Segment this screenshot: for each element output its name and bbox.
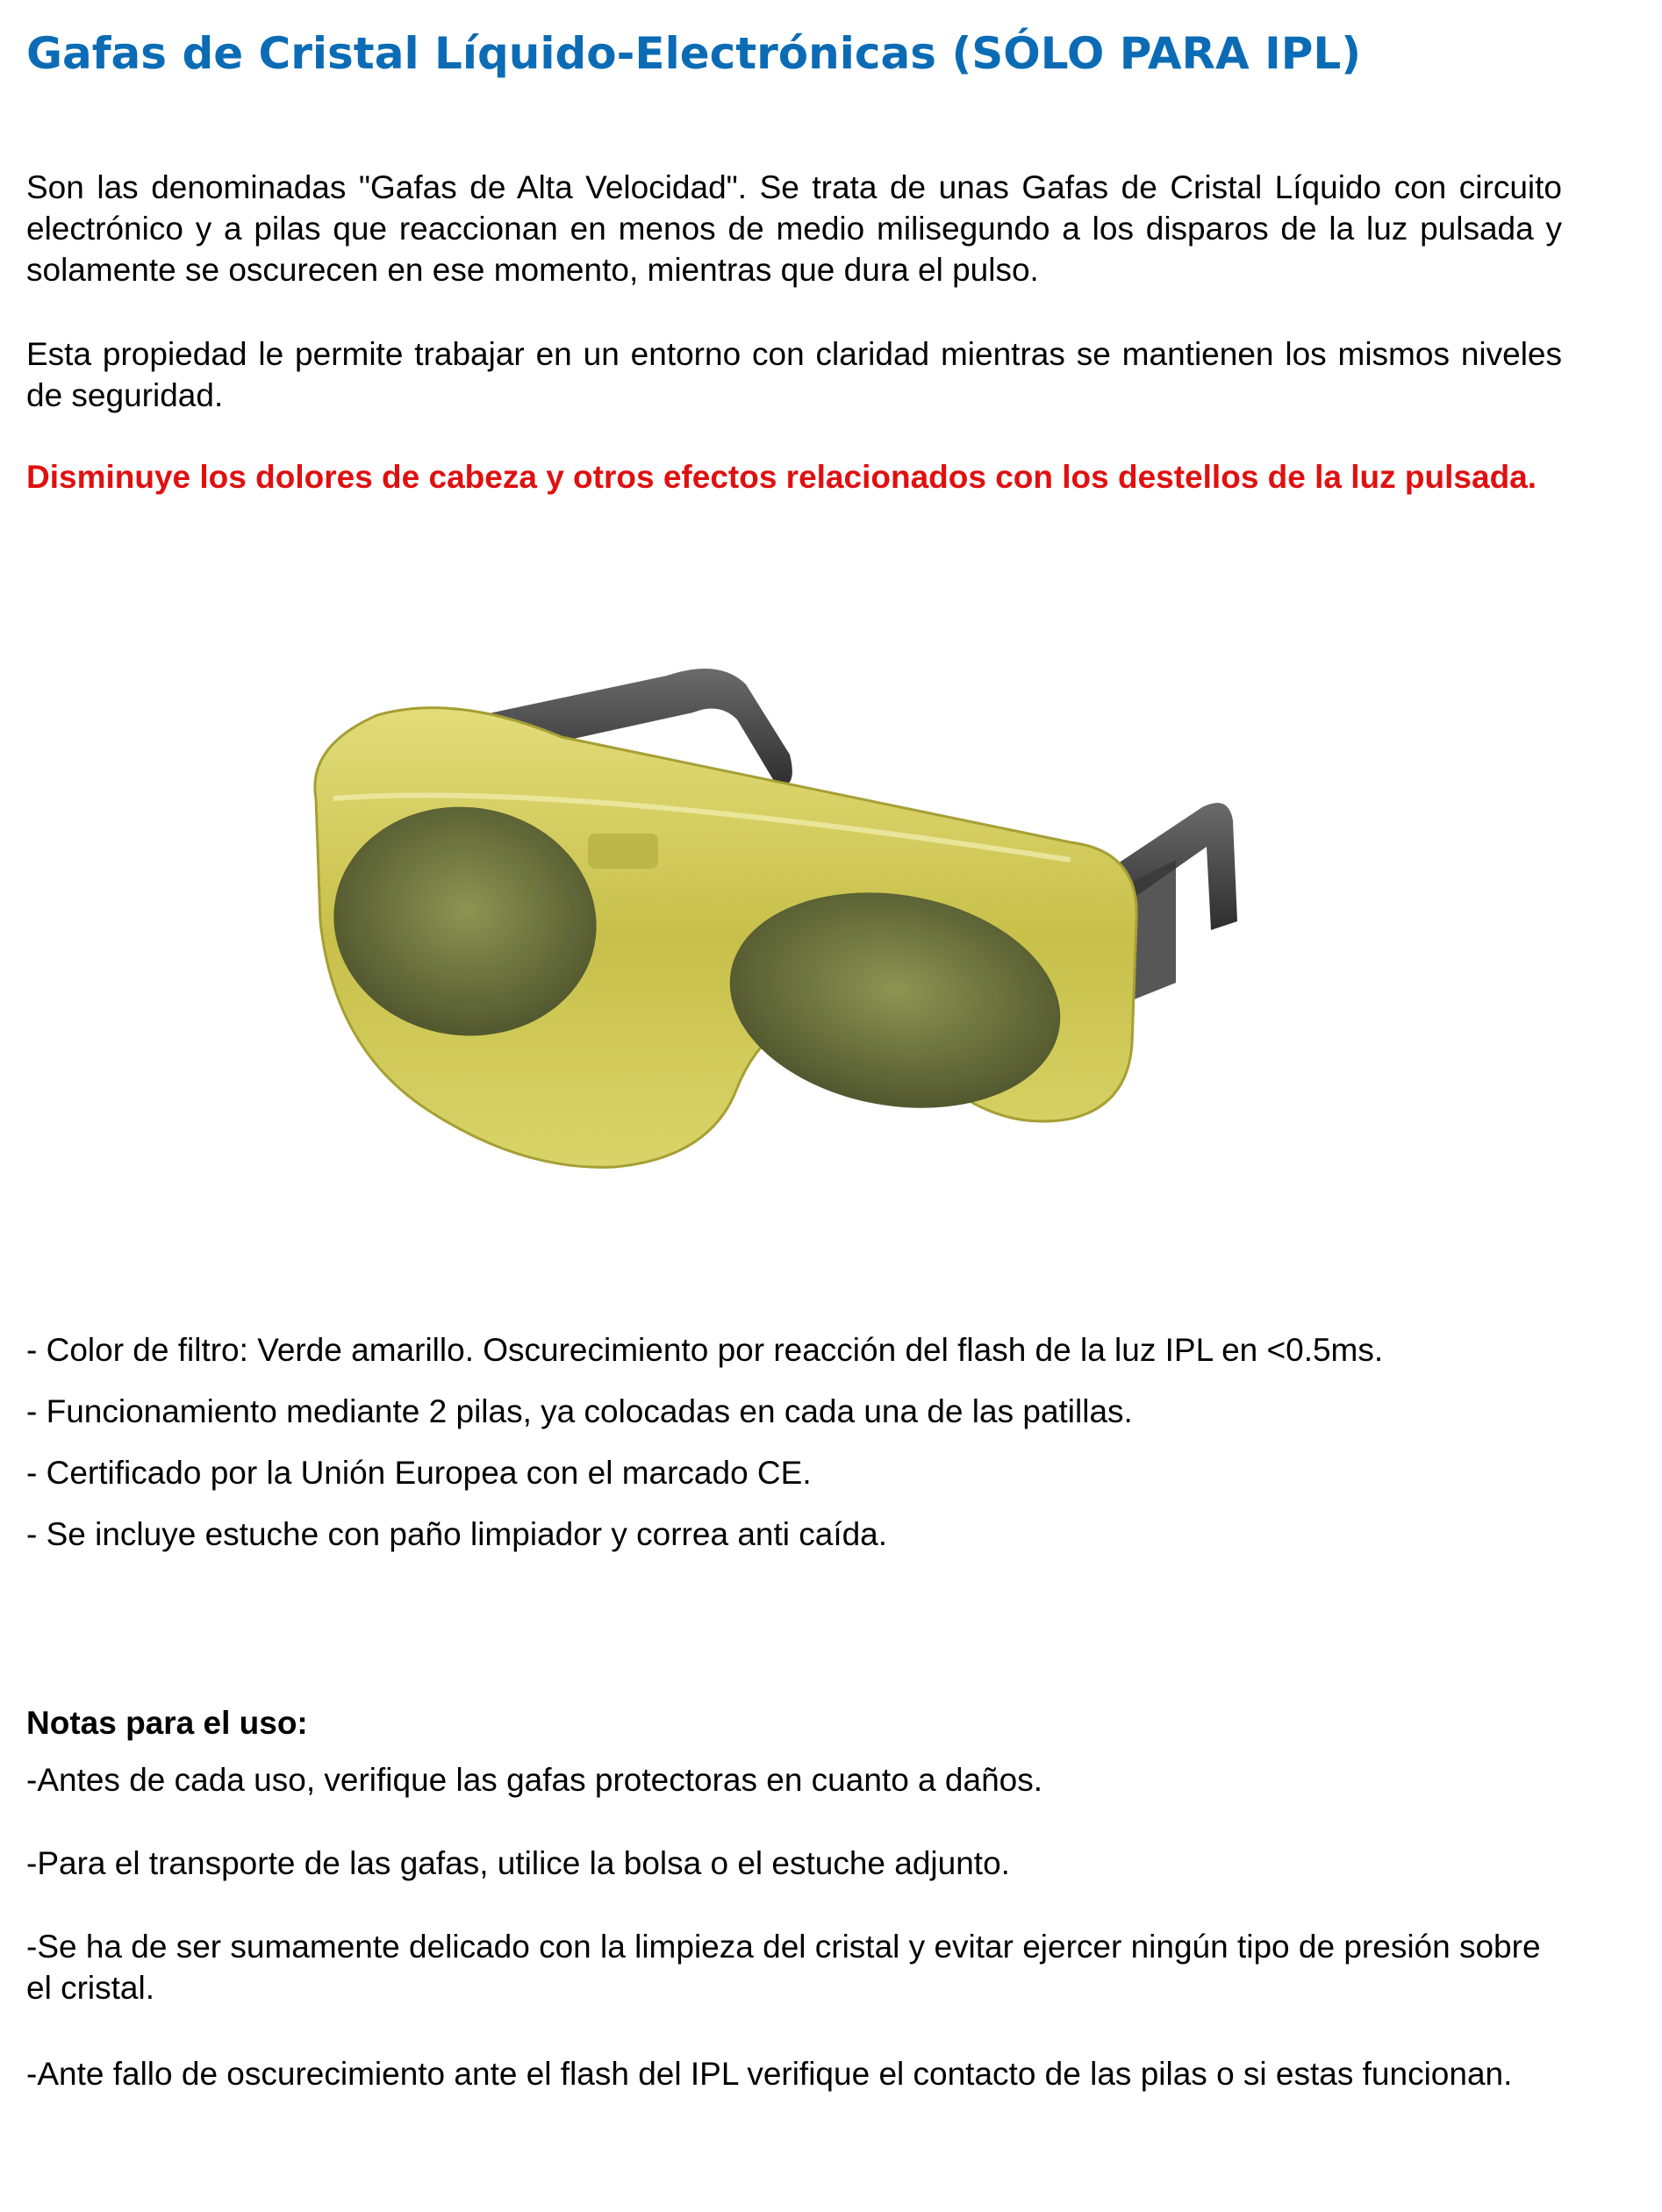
intro-paragraph-2: Esta propiedad le permite trabajar en un entorno con claridad mientras se mantienen los mismos niveles de seguridad. [26,336,1562,413]
safety-goggles-icon [298,632,1307,1246]
feature-item: - Color de filtro: Verde amarillo. Oscurecimiento por reacción del flash de la luz IPL en <0.5ms. [26,1332,1384,1368]
page-title: Gafas de Cristal Líquido-Electrónicas (SÓLO PARA IPL) [26,28,1362,79]
intro-paragraph-1: Son las denominadas "Gafas de Alta Velocidad". Se trata de unas Gafas de Cristal Líquido con circuito electrónico y a pilas que reaccionan en menos de medio milisegundo a los disparos de la luz pulsada y solamente se oscurecen en ese momento, mientras que dura el pulso. [26,169,1562,288]
safety-goggles-photo [298,632,1307,1246]
notes-heading: Notas para el uso: [26,1705,308,1741]
highlight-paragraph: Disminuye los dolores de cabeza y otros efectos relacionados con los destellos de la luz pulsada. [26,459,1537,495]
feature-item: - Se incluye estuche con paño limpiador y correa anti caída. [26,1516,888,1552]
feature-item: - Certificado por la Unión Europea con el marcado CE. [26,1455,812,1491]
note-item: -Para el transporte de las gafas, utilice la bolsa o el estuche adjunto. [26,1845,1010,1881]
note-item: -Antes de cada uso, verifique las gafas protectoras en cuanto a daños. [26,1762,1043,1798]
note-item: -Se ha de ser sumamente delicado con la limpieza del cristal y evitar ejercer ningún tipo de presión sobre el cristal. [26,1929,1541,2006]
note-item: -Ante fallo de oscurecimiento ante el flash del IPL verifique el contacto de las pilas o si estas funcionan. [26,2056,1513,2092]
feature-item: - Funcionamiento mediante 2 pilas, ya colocadas en cada una de las patillas. [26,1393,1133,1429]
